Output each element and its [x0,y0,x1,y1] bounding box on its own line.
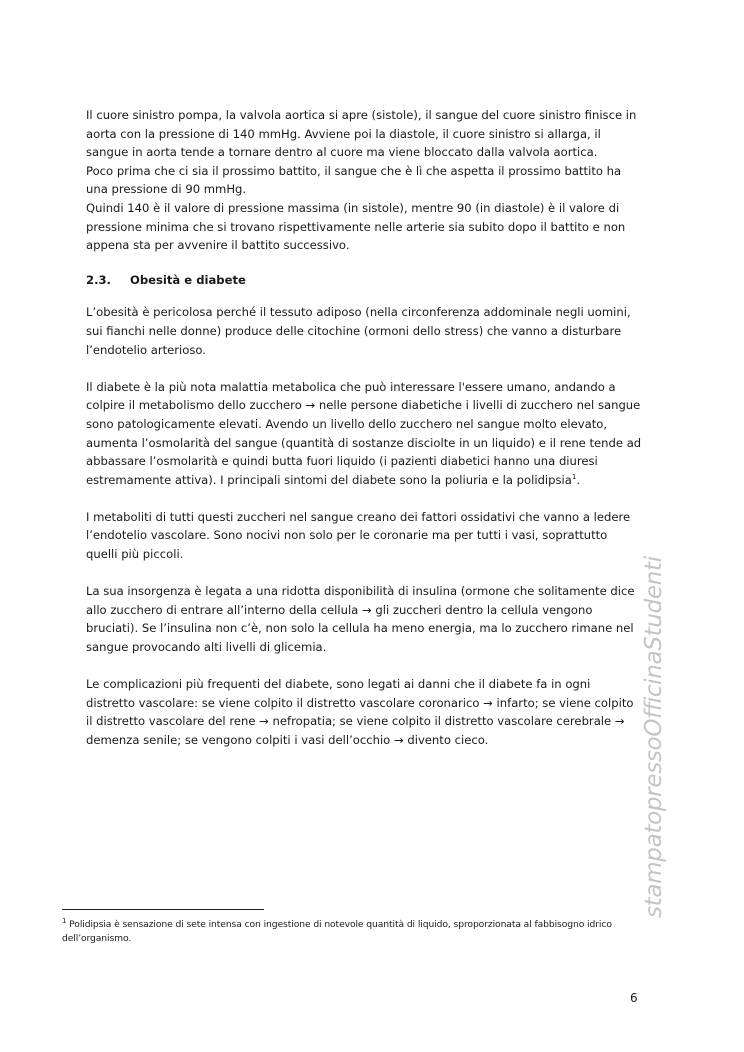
paragraph-complications: Le complicazioni più frequenti del diabete, sono legati ai danni che il diabete fa in ogni distretto vascolare: se viene colpito il distretto vascolare coronarico → infarto; se viene colpito il distretto vascolare del rene → nefropatia; se viene colpito il distretto vascolare cerebrale → demenza senile; se vengono colpiti i vasi dell’occhio → divento cieco. [86,677,634,747]
paragraph-obesity: L’obesità è pericolosa perché il tessuto adiposo (nella circonferenza addominale negli uomini, sui fianchi nelle donne) produce delle citochine (ormoni dello stress) che vanno a disturbare l’endotelio arterioso. [86,305,631,357]
footnote-reference: 1 [571,472,577,481]
section-title: Obesità e diabete [130,272,246,287]
paragraph-diabetes-end: . [576,472,581,487]
watermark: stampatopressoOfficinaStudenti [641,556,667,918]
paragraph-diabetes-text: Il diabete è la più nota malattia metabolica che può interessare l'essere umano, andando a colpire il metabolismo dello zucchero → nelle persone diabetiche i livelli di zucchero nel sangue sono patologicamente elevati. Avendo un livello dello zucchero nel sangue molto elevato, aumenta l’osmolarità del sangue (quantità di sostanze disciolte in un liquido) e il rene tende ad abbassare l’osmolarità e quindi butta fuori liquido (i pazienti diabetici hanno una diuresi estremamente attiva). I principali sintomi del diabete sono la poliuria e la polidipsia [86,379,642,487]
page-number: 6 [630,991,638,1005]
paragraph-metabolites: I metaboliti di tutti questi zuccheri nel sangue creano dei fattori ossidativi che vanno a ledere l’endotelio vascolare. Sono nocivi non solo per le coronarie ma per tutti i vasi, soprattutto quelli più piccoli. [86,509,631,562]
paragraph-heart-pump: Il cuore sinistro pompa, la valvola aortica si apre (sistole), il sangue del cuore sinistro finisce in aorta con la pressione di 140 mmHg. Avviene poi la diastole, il cuore sinistro si allarga, il sangue in aorta tende a tornare dentro al cuore ma viene bloccato dalla valvola aortica. [86,108,637,160]
paragraph-diabetes [86,378,642,490]
footnote-text: Polidipsia è sensazione di sete intensa con ingestione di notevole quantità di liquido, sproporzionata al fabbisogno idrico dell’organismo. [62,919,612,944]
footnote-divider [62,909,264,910]
section-number: 2.3. [86,272,111,287]
footnote [62,918,632,946]
paragraph-pressure-values: Quindi 140 è il valore di pressione massima (in sistole), mentre 90 (in diastole) è il valore di pressione minima che si trovano rispettivamente nelle arterie sia subito dopo il battito e non appena sta per avvenire il battito successivo. [86,200,626,253]
section-heading [86,271,642,290]
paragraph-diastolic-pressure: Poco prima che ci sia il prossimo battito, il sangue che è lì che aspetta il prossimo battito ha una pressione di 90 mmHg. [86,163,622,197]
paragraph-insulin: La sua insorgenza è legata a una ridotta disponibilità di insulina (ormone che solitamente dice allo zucchero di entrare all’interno della cellula → gli zuccheri dentro la cellula vengono bruciati). Se l’insulina non c’è, non solo la cellula ha meno energia, ma lo zucchero rimane nel sangue provocando alti livelli di glicemia. [86,584,635,655]
footnote-marker: 1 [62,916,67,925]
body-text [86,106,642,750]
